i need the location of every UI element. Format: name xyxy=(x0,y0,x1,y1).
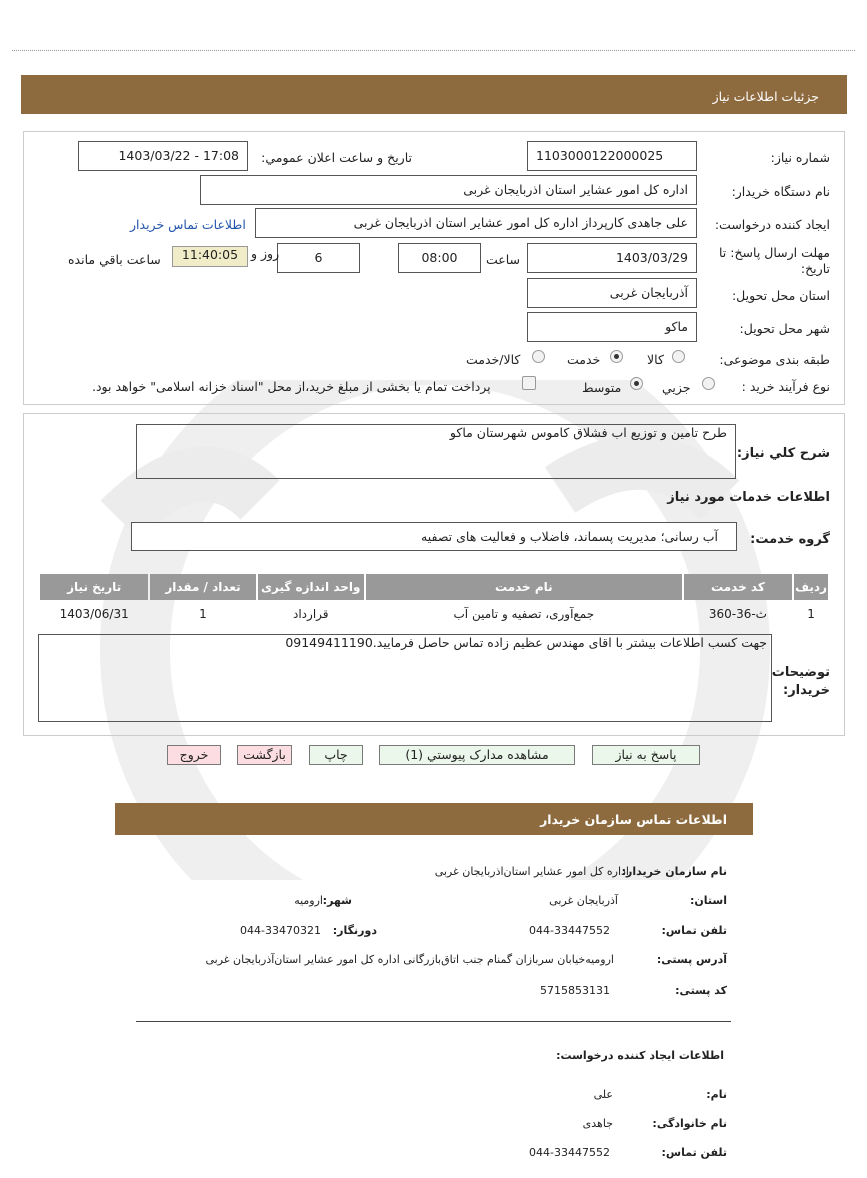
province-field: آذربایجان غربی xyxy=(527,278,697,308)
process-radio-medium[interactable] xyxy=(630,377,643,390)
col-code: کد خدمت xyxy=(684,574,792,600)
creator-family: جاهدی xyxy=(582,1117,613,1130)
col-name: نام خدمت xyxy=(366,574,682,600)
cell-row: 1 xyxy=(807,607,815,621)
requester-label: ایجاد کننده درخواست: xyxy=(714,217,830,232)
contact-fax: 044-33470321 xyxy=(240,924,321,937)
col-unit: واحد اندازه گیری xyxy=(258,574,364,600)
attachments-button[interactable]: مشاهده مدارک پیوستي (1) xyxy=(379,745,575,765)
col-qty: تعداد / مقدار xyxy=(150,574,255,600)
payment-checkbox[interactable] xyxy=(522,376,536,390)
process-option-medium: متوسط xyxy=(582,380,622,395)
province-label: استان محل تحویل: xyxy=(731,288,830,303)
contact-province-label: استان: xyxy=(690,894,727,907)
contact-province: آذربایجان غربی xyxy=(549,894,618,907)
category-option-both: کالا/خدمت xyxy=(466,352,521,367)
contact-postal: 5715853131 xyxy=(540,984,610,997)
category-radio-both[interactable] xyxy=(532,350,545,363)
buyer-contact-link[interactable]: اطلاعات تماس خریدار xyxy=(130,217,246,232)
creator-name-label: نام: xyxy=(706,1088,727,1101)
announce-label: تاریخ و ساعت اعلان عمومي: xyxy=(261,150,412,165)
category-radio-goods[interactable] xyxy=(672,350,685,363)
top-divider xyxy=(12,50,855,51)
contact-org: اداره کل امور عشایر استان‌اذربایجان غربی xyxy=(434,865,629,878)
page-title: جزئیات اطلاعات نیاز xyxy=(712,89,819,104)
creator-family-label: نام خانوادگی: xyxy=(652,1117,727,1130)
summary-text: طرح تامین و توزیع اب فشلاق کاموس شهرستان ماکو xyxy=(449,425,727,440)
creator-title: اطلاعات ایجاد کننده درخواست: xyxy=(556,1049,724,1062)
table-row xyxy=(40,602,828,626)
deadline-date-field: 1403/03/29 xyxy=(527,243,697,273)
city-field: ماکو xyxy=(527,312,697,342)
buyer-notes-textarea xyxy=(38,634,772,722)
category-option-goods: کالا xyxy=(647,352,664,367)
process-radio-minor[interactable] xyxy=(702,377,715,390)
print-button[interactable]: چاپ xyxy=(309,745,363,765)
category-option-service: خدمت xyxy=(567,352,601,367)
contact-phone-label: تلفن تماس: xyxy=(661,924,727,937)
payment-note: پرداخت تمام یا بخشی از مبلغ خرید،از محل "اسناد خزانه اسلامی" خواهد بود. xyxy=(92,379,491,394)
cell-unit: قرارداد xyxy=(293,607,329,621)
creator-phone-label: تلفن تماس: xyxy=(661,1146,727,1159)
contact-address-label: آدرس پستی: xyxy=(656,953,727,966)
summary-label: شرح كلي نياز: xyxy=(736,446,830,461)
exit-button[interactable]: خروج xyxy=(167,745,221,765)
deadline-time-field: 08:00 xyxy=(398,243,481,273)
contact-phone: 044-33447552 xyxy=(529,924,610,937)
col-date: تاریخ نیاز xyxy=(40,574,148,600)
deadline-time-label: ساعت xyxy=(486,252,521,267)
need-number-label: شماره نیاز: xyxy=(770,150,830,165)
contact-postal-label: کد پستی: xyxy=(675,984,727,997)
col-row: ردیف xyxy=(794,574,828,600)
page-header xyxy=(21,75,847,114)
services-table xyxy=(38,572,830,628)
city-label: شهر محل تحویل: xyxy=(739,321,830,336)
countdown: 11:40:05 xyxy=(172,246,248,267)
contact-city: ارومیه xyxy=(294,894,323,907)
reply-button[interactable]: پاسخ به نیاز xyxy=(592,745,700,765)
contact-title: اطلاعات تماس سازمان خریدار xyxy=(540,812,727,827)
buyer-notes-label: توضیحات خریدار: xyxy=(771,665,830,698)
announce-field: 1403/03/22 - 17:08 xyxy=(78,141,248,171)
services-section-title: اطلاعات خدمات مورد نیاز xyxy=(667,490,830,505)
contact-header xyxy=(115,803,753,835)
remaining-label: ساعت باقي مانده xyxy=(68,252,161,267)
process-option-minor: جزیي xyxy=(662,380,691,395)
service-group-field: آب رسانی؛ مدیریت پسماند، فاضلاب و فعالیت های تصفیه xyxy=(131,522,737,551)
deadline-label: مهلت ارسال پاسخ: تا تاریخ: xyxy=(719,245,830,276)
buyer-org-label: نام دستگاه خریدار: xyxy=(731,184,830,199)
cell-name: جمع‌آوری، تصفیه و تامین آب xyxy=(453,607,595,621)
creator-name: علی xyxy=(593,1088,613,1101)
category-radio-service[interactable] xyxy=(610,350,623,363)
process-label: نوع فرآیند خرید : xyxy=(741,379,830,394)
cell-date: 1403/06/31 xyxy=(59,607,129,621)
contact-fax-label: دورنگار: xyxy=(332,924,377,937)
buyer-org-field: اداره کل امور عشایر استان اذربایجان غربی xyxy=(200,175,697,205)
requester-field: علی جاهدی کارپرداز اداره کل امور عشایر استان اذربایجان غربی xyxy=(255,208,697,238)
creator-phone: 044-33447552 xyxy=(529,1146,610,1159)
need-number-field: 1103000122000025 xyxy=(527,141,697,171)
days-field: 6 xyxy=(277,243,360,273)
contact-org-label: نام سازمان خریدار: xyxy=(621,865,727,878)
summary-textarea xyxy=(136,424,736,479)
cell-qty: 1 xyxy=(199,607,207,621)
days-suffix: روز و xyxy=(251,246,280,261)
back-button[interactable]: بازگشت xyxy=(237,745,292,765)
cell-code: ث-36-360 xyxy=(708,607,767,621)
buyer-notes-text: جهت کسب اطلاعات بیشتر با اقای مهندس عظیم زاده تماس حاصل فرمایید.09149411190 xyxy=(285,635,767,650)
category-label: طبقه بندی موضوعی: xyxy=(719,352,830,367)
service-group-label: گروه خدمت: xyxy=(750,532,830,547)
contact-city-label: شهر: xyxy=(322,894,352,907)
contact-divider xyxy=(136,1021,731,1022)
contact-address: ارومیه‌خیابان سربازان گمنام جنب اتاق‌بازرگانی اداره کل امور عشایر استان‌آذربایجان غربی xyxy=(205,953,614,966)
